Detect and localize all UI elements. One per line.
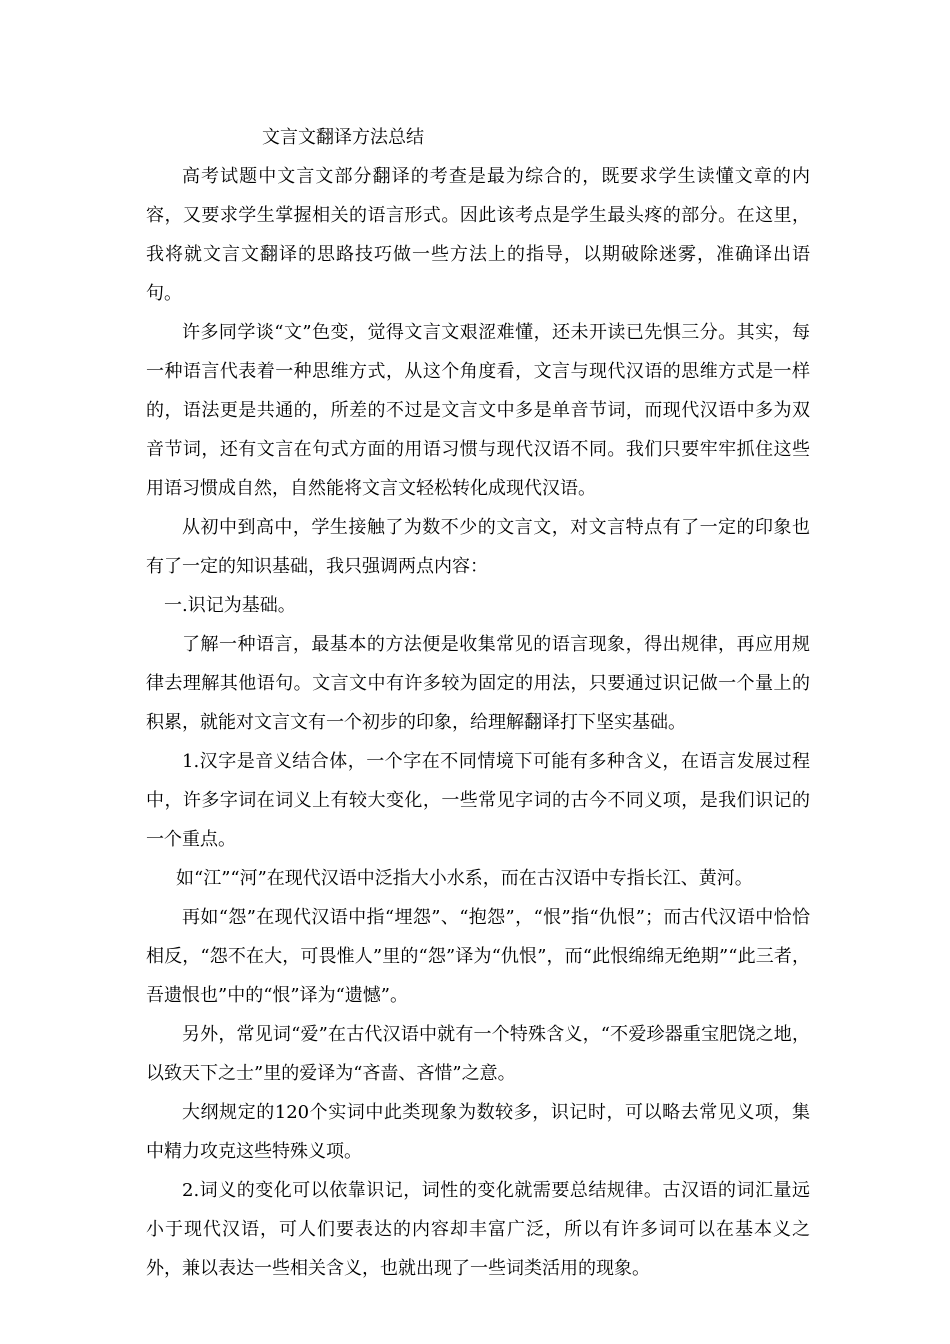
document-title: 文言文翻译方法总结 [262, 127, 424, 148]
paragraph-syllabus: 大纲规定的120个实词中此类现象为数较多，识记时，可以略去常见义项，集中精力攻克这些特殊义项。 [146, 1102, 810, 1162]
section-heading-memorization: 一.识记为基础。 [164, 595, 296, 616]
paragraph-point-2: 2.词义的变化可以依靠识记，词性的变化就需要总结规律。古汉语的词汇量远小于现代汉语，可人们要表达的内容却丰富广泛，所以有许多词可以在基本义之外，兼以表达一些相关含义，也就出现了一些词类活用的现象。 [146, 1180, 810, 1279]
paragraph-thinking: 许多同学谈“文”色变，觉得文言文艰涩难懂，还未开读已先惧三分。其实，每一种语言代表着一种思维方式，从这个角度看，文言与现代汉语的思维方式是一样的，语法更是共通的，所差的不过是文言文中多是单音节词，而现代汉语中多为双音节词，还有文言在句式方面的用语习惯与现代汉语不同。我们只要牢牢抓住这些用语习惯成自然，自然能将文言文轻松转化成现代汉语。 [146, 322, 810, 499]
document-body [146, 118, 810, 1288]
paragraph-example-love: 另外，常见词“爱”在古代汉语中就有一个特殊含义，“不爱珍器重宝肥饶之地，以致天下之士”里的爱译为“吝啬、吝惜”之意。 [146, 1024, 810, 1084]
paragraph-intro: 高考试题中文言文部分翻译的考查是最为综合的，既要求学生读懂文章的内容，又要求学生掌握相关的语言形式。因此该考点是学生最头疼的部分。在这里，我将就文言文翻译的思路技巧做一些方法上的指导，以期破除迷雾，准确译出语句。 [146, 166, 810, 304]
paragraph-two-points: 从初中到高中，学生接触了为数不少的文言文，对文言特点有了一定的印象也有了一定的知识基础，我只强调两点内容： [146, 517, 810, 577]
paragraph-example-resentment: 再如“怨”在现代汉语中指“埋怨”、“抱怨”，“恨”指“仇恨”；而古代汉语中恰恰相反，“怨不在大，可畏惟人”里的“怨”译为“仇恨”，而“此恨绵绵无绝期”“此三者，吾遗恨也”中的“恨”译为“遗憾”。 [146, 907, 810, 1006]
paragraph-understanding-language: 了解一种语言，最基本的方法便是收集常见的语言现象，得出规律，再应用规律去理解其他语句。文言文中有许多较为固定的用法，只要通过识记做一个量上的积累，就能对文言文有一个初步的印象，给理解翻译打下坚实基础。 [146, 634, 810, 733]
paragraph-point-1: 1.汉字是音义结合体，一个字在不同情境下可能有多种含义，在语言发展过程中，许多字词在词义上有较大变化，一些常见字词的古今不同义项，是我们识记的一个重点。 [146, 751, 810, 850]
paragraph-example-river: 如“江”“河”在现代汉语中泛指大小水系，而在古汉语中专指长江、黄河。 [176, 868, 753, 889]
